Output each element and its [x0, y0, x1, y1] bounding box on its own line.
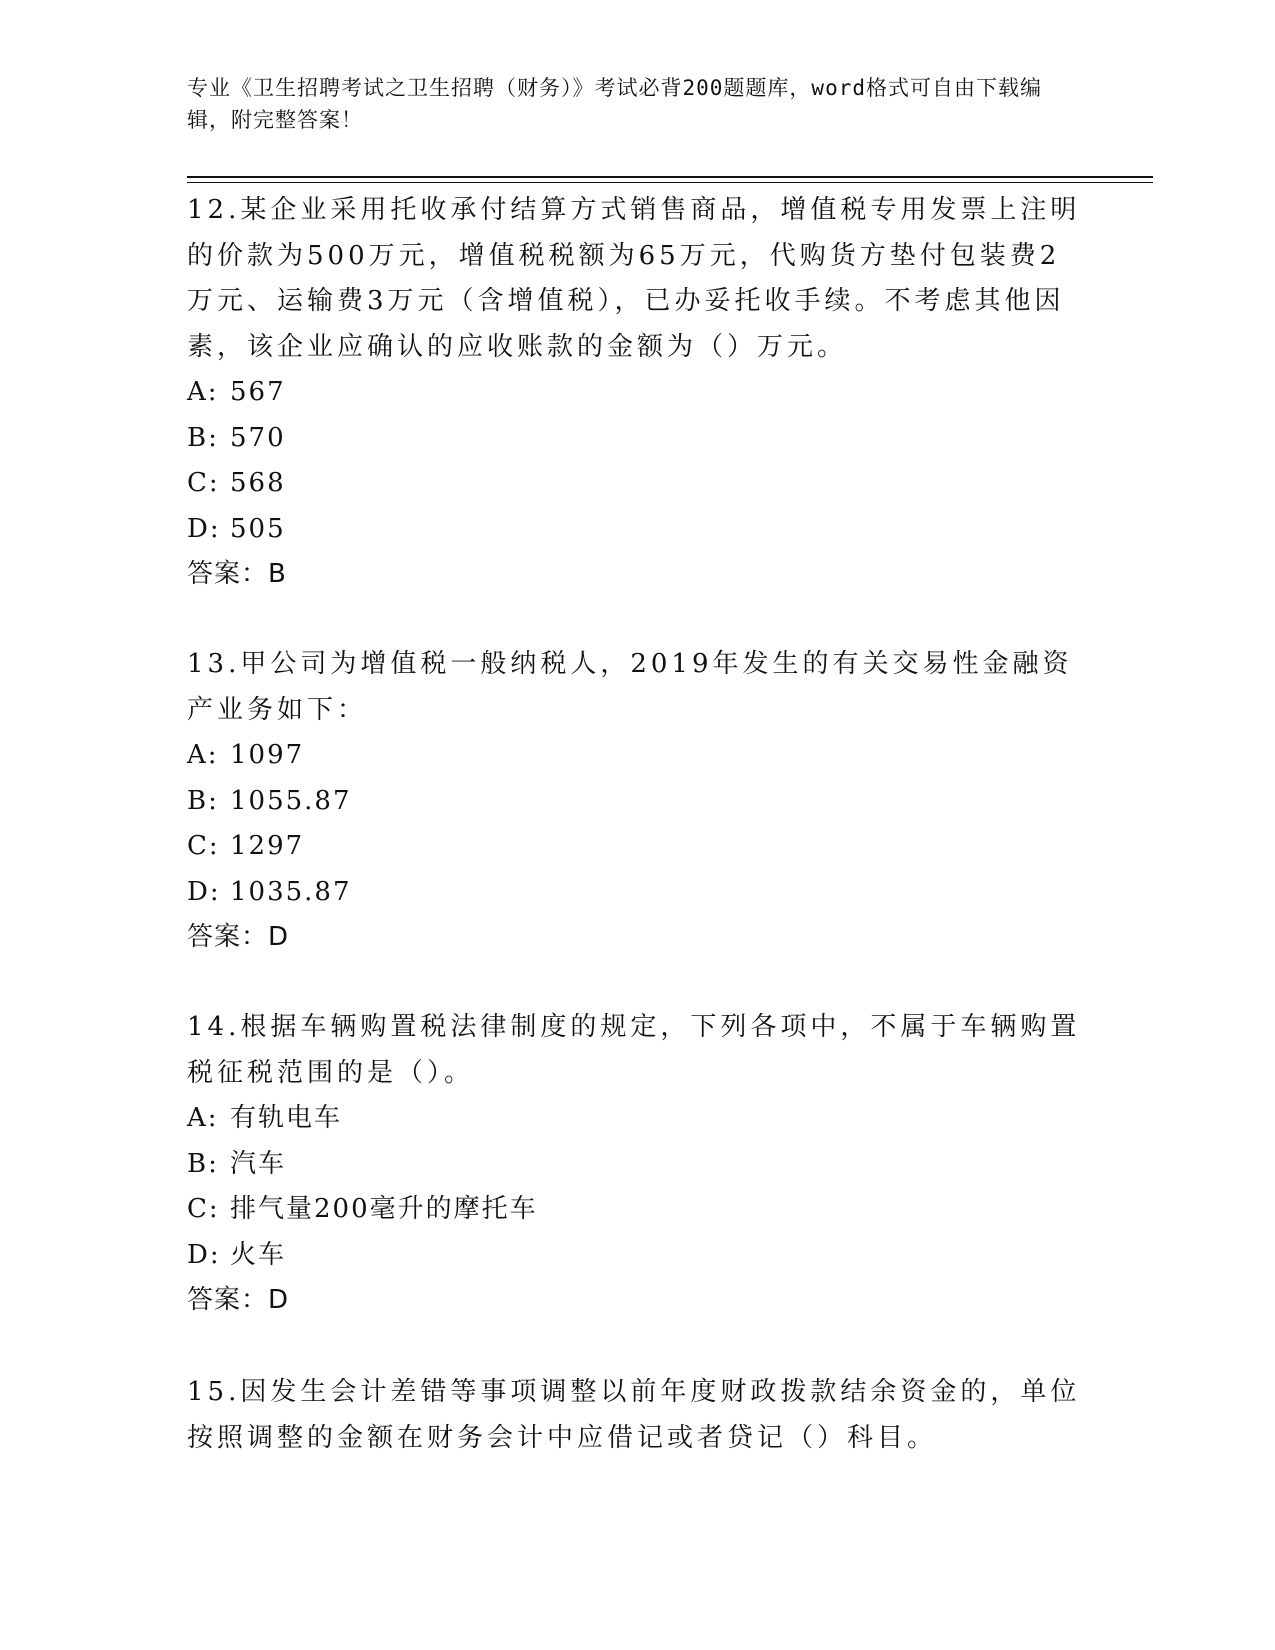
- option-text: 567: [230, 377, 286, 407]
- option-b: [187, 1142, 1087, 1188]
- question-stem: 13.甲公司为增值税一般纳税人，2019年发生的有关交易性金融资产业务如下：: [187, 649, 1073, 725]
- option-text: 排气量200毫升的摩托车: [230, 1194, 538, 1224]
- option-text: 火车: [230, 1239, 287, 1270]
- option-key: B:: [187, 422, 219, 453]
- option-text: 汽车: [230, 1148, 287, 1179]
- question-15: [187, 1370, 1087, 1461]
- option-key: D:: [187, 876, 221, 907]
- question-14: [187, 1005, 1087, 1324]
- option-c: [187, 824, 1087, 870]
- option-b: [187, 416, 1087, 462]
- option-text: 505: [230, 513, 286, 544]
- question-stem: 12.某企业采用托收承付结算方式销售商品，增值税专用发票上注明的价款为500万元，增值税税额为65万元，代购货方垫付包装费2万元、运输费3万元（含增值税），已办妥托收手续。不考虑其他因素，该企业应确认的应收账款的金额为（）万元。: [187, 195, 1081, 362]
- option-text: 568: [230, 468, 286, 498]
- option-text: 1055.87: [230, 785, 352, 816]
- option-d: [187, 1233, 1087, 1279]
- option-key: B:: [187, 1148, 219, 1179]
- option-key: B:: [187, 785, 219, 816]
- option-b: [187, 779, 1087, 825]
- option-key: D:: [187, 513, 221, 544]
- option-key: A:: [187, 740, 219, 770]
- question-13: [187, 642, 1087, 961]
- header-divider-thick: [187, 176, 1153, 178]
- option-a: [187, 1096, 1087, 1142]
- option-d: [187, 507, 1087, 553]
- question-12: [187, 188, 1087, 598]
- option-d: [187, 870, 1087, 916]
- option-text: 1097: [230, 740, 305, 770]
- answer-line: 答案：B: [187, 559, 287, 589]
- option-key: C:: [187, 468, 220, 498]
- question-stem: 14.根据车辆购置税法律制度的规定，下列各项中，不属于车辆购置税征税范围的是（）。: [187, 1012, 1081, 1088]
- option-text: 1297: [230, 831, 305, 861]
- option-c: [187, 461, 1087, 507]
- option-text: 1035.87: [230, 876, 352, 907]
- option-key: A:: [187, 377, 219, 407]
- option-key: C:: [187, 1194, 220, 1224]
- option-a: [187, 370, 1087, 416]
- question-stem: 15.因发生会计差错等事项调整以前年度财政拨款结余资金的，单位按照调整的金额在财务会计中应借记或者贷记（）科目。: [187, 1377, 1081, 1453]
- option-key: A:: [187, 1103, 219, 1133]
- answer-line: 答案：D: [187, 1285, 290, 1315]
- document-header: 专业《卫生招聘考试之卫生招聘（财务）》考试必背200题题库，word格式可自由下载编辑，附完整答案！: [187, 76, 1042, 132]
- option-text: 有轨电车: [230, 1103, 343, 1133]
- header-divider-thin: [187, 182, 1153, 183]
- option-key: C:: [187, 831, 220, 861]
- option-c: [187, 1187, 1087, 1233]
- answer-line: 答案：D: [187, 922, 290, 952]
- option-key: D:: [187, 1239, 221, 1270]
- option-a: [187, 733, 1087, 779]
- option-text: 570: [230, 422, 286, 453]
